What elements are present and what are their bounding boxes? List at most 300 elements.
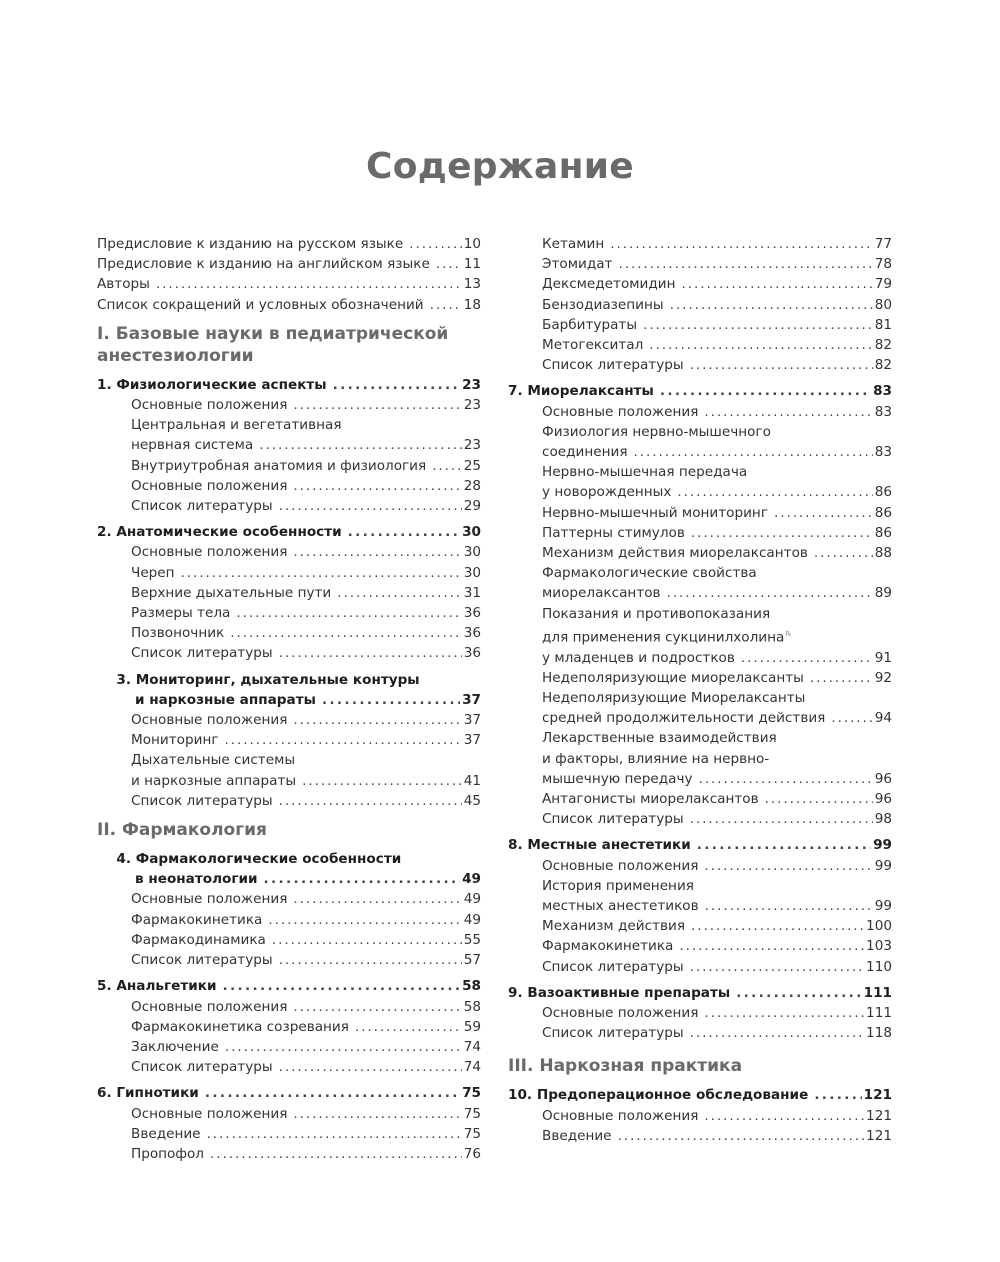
toc-entry[interactable] <box>508 708 892 728</box>
chapter-entry[interactable] <box>97 1083 481 1103</box>
page-number: 77 <box>874 236 892 252</box>
leader-dots <box>699 769 873 789</box>
entry-label: Список литературы <box>542 357 684 374</box>
page-number: 74 <box>463 1038 481 1055</box>
page-number: 82 <box>874 357 892 374</box>
page-number: 86 <box>874 524 892 541</box>
part-title-line: III. Наркозная практика <box>508 1056 743 1077</box>
page-number: 36 <box>463 605 481 622</box>
page-number: 76 <box>463 1145 481 1162</box>
page-number: 41 <box>463 772 481 789</box>
chapter-entry[interactable] <box>508 983 892 1003</box>
chapter-number: 3. <box>116 671 131 688</box>
entry-label: Верхние дыхательные пути <box>131 584 332 601</box>
entry-label-line: Дыхательные системы <box>131 752 296 769</box>
entry-label-line: Недеполяризующие Миорелаксанты <box>542 690 806 706</box>
leader-dots <box>409 234 461 254</box>
toc-entry[interactable] <box>508 543 892 563</box>
toc-entry[interactable] <box>508 809 892 829</box>
chapter-number: 2. <box>97 524 112 541</box>
leader-dots <box>293 1104 461 1124</box>
leader-dots <box>691 916 864 936</box>
toc-entry[interactable] <box>97 496 481 516</box>
leader-dots <box>432 456 462 476</box>
toc-entry[interactable] <box>97 234 481 254</box>
page-number: 86 <box>874 484 892 501</box>
leader-dots <box>667 583 873 603</box>
page-number: 110 <box>866 958 892 975</box>
page-number: 11 <box>463 256 481 273</box>
toc-entry[interactable] <box>97 1144 481 1164</box>
entry-label: Основные положения <box>131 891 288 908</box>
entry-label: Фармакокинетика <box>131 911 263 928</box>
registered-drug-mark-icon: ℞ <box>785 629 792 638</box>
chapter-title: Анальгетики <box>116 978 217 995</box>
toc-entry[interactable] <box>508 1106 892 1126</box>
entry-label: Основные положения <box>131 712 288 729</box>
page-number: 18 <box>463 296 481 313</box>
entry-label: Антагонисты миорелаксантов <box>542 791 759 808</box>
chapter-number: 9. <box>508 984 523 1001</box>
page-number: 36 <box>463 645 481 662</box>
entry-label: местных анестетиков <box>542 898 699 915</box>
leader-dots <box>210 1144 462 1164</box>
chapter-entry[interactable] <box>97 522 481 542</box>
toc-entry[interactable] <box>508 335 892 355</box>
page-number: 75 <box>463 1105 481 1122</box>
toc-column-left <box>97 234 481 1164</box>
page-number: 30 <box>462 524 481 541</box>
leader-dots <box>690 809 873 829</box>
page-number: 28 <box>463 477 481 494</box>
toc-entry[interactable] <box>97 771 481 791</box>
leader-dots <box>207 1124 462 1144</box>
entry-label: Позвоночник <box>131 625 225 642</box>
entry-label: Механизм действия <box>542 918 686 935</box>
entry-label: Кетамин <box>542 236 605 252</box>
toc-entry[interactable] <box>508 668 892 688</box>
page-number: 83 <box>873 383 892 400</box>
chapter-6-continued <box>508 234 892 375</box>
entry-label: Введение <box>542 1127 612 1144</box>
toc-entry[interactable] <box>508 355 892 375</box>
toc-entry[interactable] <box>508 769 892 789</box>
leader-dots <box>610 234 872 254</box>
chapter-number: 6. <box>97 1085 112 1102</box>
leader-dots <box>814 543 873 563</box>
chapter-title: Гипнотики <box>116 1085 199 1102</box>
entry-label: Дексмедетомидин <box>542 276 676 293</box>
toc-entry[interactable] <box>97 950 481 970</box>
page-number: 59 <box>463 1018 481 1035</box>
page-number: 81 <box>874 316 892 333</box>
leader-dots <box>618 254 872 274</box>
leader-dots <box>736 983 861 1003</box>
leader-dots <box>348 522 460 542</box>
page-number: 121 <box>866 1107 892 1124</box>
page-number: 111 <box>866 1005 892 1022</box>
leader-dots <box>259 435 461 455</box>
toc-entry[interactable] <box>97 643 481 663</box>
chapter-title: Анатомические особенности <box>116 524 342 541</box>
chapter-entry[interactable] <box>508 835 892 855</box>
toc-entry[interactable] <box>97 889 481 909</box>
entry-label: Череп <box>131 564 175 581</box>
leader-dots <box>337 583 461 603</box>
page-number: 37 <box>462 691 481 708</box>
page-number: 49 <box>463 891 481 908</box>
leader-dots <box>679 936 864 956</box>
part-title-line: II. Фармакология <box>97 820 267 841</box>
page-number: 83 <box>874 444 892 461</box>
leader-dots <box>279 643 462 663</box>
leader-dots <box>634 442 873 462</box>
toc-entry[interactable] <box>508 1003 892 1023</box>
entry-label-text: для применения сукцинилхолина <box>542 629 785 646</box>
leader-dots <box>279 496 462 516</box>
entry-label-line: История применения <box>542 877 694 894</box>
entry-label: Основные положения <box>542 1107 699 1124</box>
page-number: 30 <box>463 544 481 561</box>
page-number: 55 <box>463 931 481 948</box>
entry-label: соединения <box>542 444 628 461</box>
chapter-9 <box>508 983 892 1044</box>
chapter-1 <box>97 375 481 516</box>
page-number: 82 <box>874 337 892 354</box>
chapter-6 <box>97 1083 481 1164</box>
page-number: 37 <box>463 712 481 729</box>
page-number: 94 <box>874 710 892 727</box>
entry-label: Основные положения <box>131 397 288 414</box>
leader-dots <box>156 274 462 294</box>
entry-label-line: Лекарственные взаимодействия <box>542 730 777 747</box>
page-number: 103 <box>866 938 892 955</box>
leader-dots <box>690 1023 864 1043</box>
entry-label: у младенцев и подростков <box>542 649 735 666</box>
toc-entry[interactable] <box>97 274 481 294</box>
toc-entry[interactable] <box>97 542 481 562</box>
toc-entry[interactable] <box>97 1037 481 1057</box>
page-number: 25 <box>463 457 481 474</box>
entry-label: Бензодиазепины <box>542 296 664 313</box>
page-number: 91 <box>874 649 892 666</box>
toc-entry[interactable] <box>97 254 481 274</box>
chapter-number: 1. <box>97 376 112 393</box>
chapter-7 <box>508 381 892 829</box>
chapter-entry[interactable] <box>97 869 481 889</box>
entry-label: Паттерны стимулов <box>542 524 685 541</box>
entry-label: Список литературы <box>542 811 684 828</box>
chapter-8 <box>508 835 892 976</box>
chapter-number: 7. <box>508 383 523 400</box>
entry-label: Список литературы <box>542 1025 684 1042</box>
entry-label: Список литературы <box>131 792 273 809</box>
leader-dots <box>279 791 462 811</box>
page-title: Содержание <box>365 146 635 188</box>
toc-entry[interactable] <box>97 583 481 603</box>
entry-label: Список литературы <box>131 1059 273 1076</box>
entry-label-line <box>508 624 892 648</box>
entry-label: Размеры тела <box>131 605 231 622</box>
entry-label: Метогекситал <box>542 337 644 354</box>
toc-entry[interactable] <box>508 442 892 462</box>
page-number: 23 <box>463 437 481 454</box>
page-number: 121 <box>866 1127 892 1144</box>
leader-dots <box>814 1085 861 1105</box>
leader-dots <box>677 482 872 502</box>
leader-dots <box>704 1106 864 1126</box>
entry-label-line: и факторы, влияние на нервно- <box>542 750 770 767</box>
entry-label: Список сокращений и условных обозначений <box>97 296 424 313</box>
leader-dots <box>293 476 461 496</box>
chapter-number: 5. <box>97 978 112 995</box>
page-number: 118 <box>866 1025 892 1042</box>
page-number: 29 <box>463 498 481 515</box>
entry-label: Введение <box>131 1125 201 1142</box>
leader-dots <box>765 789 873 809</box>
chapter-number: 8. <box>508 837 523 854</box>
leader-dots <box>222 976 460 996</box>
chapter-entry[interactable] <box>97 976 481 996</box>
leader-dots <box>670 295 873 315</box>
entry-label: Список литературы <box>542 958 684 975</box>
entry-label: Авторы <box>97 276 150 293</box>
leader-dots <box>181 563 462 583</box>
page-number: 45 <box>463 792 481 809</box>
front-matter <box>97 234 481 315</box>
chapter-4 <box>97 849 481 970</box>
toc-entry[interactable] <box>97 910 481 930</box>
entry-label-line: Фармакологические свойства <box>542 565 757 582</box>
leader-dots <box>293 542 461 562</box>
leader-dots <box>225 1037 462 1057</box>
toc-entry[interactable] <box>508 315 892 335</box>
leader-dots <box>230 623 461 643</box>
page-number: 121 <box>863 1087 892 1104</box>
entry-label: нервная система <box>131 437 254 454</box>
leader-dots <box>704 402 872 422</box>
leader-dots <box>741 648 873 668</box>
entry-label: Предисловие к изданию на английском языке <box>97 256 430 273</box>
leader-dots <box>774 503 873 523</box>
page-number: 100 <box>866 918 892 935</box>
toc-entry[interactable] <box>508 1023 892 1043</box>
leader-dots <box>691 523 873 543</box>
entry-label: и наркозные аппараты <box>131 772 297 789</box>
page-number: 80 <box>874 296 892 313</box>
leader-dots <box>430 295 462 315</box>
toc-entry[interactable] <box>508 1126 892 1146</box>
entry-label: мышечную передачу <box>542 770 693 787</box>
entry-label: Основные положения <box>131 998 288 1015</box>
leader-dots <box>705 896 873 916</box>
toc-entry[interactable] <box>97 997 481 1017</box>
leader-dots <box>660 381 871 401</box>
entry-label: Основные положения <box>131 544 288 561</box>
chapter-title-line <box>97 670 481 690</box>
entry-label: Внутриутробная анатомия и физиология <box>131 457 427 474</box>
part-heading-3 <box>508 1055 892 1077</box>
toc-entry[interactable] <box>97 1057 481 1077</box>
page-number: 86 <box>874 504 892 521</box>
entry-label: Основные положения <box>542 403 699 420</box>
leader-dots <box>279 1057 462 1077</box>
page-number: 96 <box>874 770 892 787</box>
part-heading-1 <box>97 323 481 367</box>
toc-entry[interactable] <box>97 623 481 643</box>
page-number: 111 <box>863 984 892 1001</box>
chapter-5 <box>97 976 481 1077</box>
leader-dots <box>293 997 461 1017</box>
page-number: 92 <box>874 669 892 686</box>
toc-entry[interactable] <box>97 930 481 950</box>
chapter-title: и наркозные аппараты <box>135 691 316 708</box>
entry-label: Этомидат <box>542 256 613 273</box>
toc-entry[interactable] <box>508 916 892 936</box>
toc-entry[interactable] <box>97 1104 481 1124</box>
toc-entry[interactable] <box>97 603 481 623</box>
toc-entry[interactable] <box>508 856 892 876</box>
toc-entry[interactable] <box>508 936 892 956</box>
leader-dots <box>205 1083 460 1103</box>
toc-entry[interactable] <box>508 789 892 809</box>
chapter-title: в неонатологии <box>135 871 258 888</box>
page-number: 99 <box>874 898 892 915</box>
toc-entry[interactable] <box>508 274 892 294</box>
page-number: 98 <box>874 811 892 828</box>
toc-entry[interactable] <box>508 896 892 916</box>
leader-dots <box>649 335 872 355</box>
part-title-line: анестезиологии <box>97 345 254 366</box>
leader-dots <box>831 708 872 728</box>
leader-dots <box>302 771 462 791</box>
leader-dots <box>264 869 461 889</box>
entry-label: Фармакодинамика <box>131 931 266 948</box>
entry-label: Недеполяризующие миорелаксанты <box>542 669 804 686</box>
leader-dots <box>333 375 460 395</box>
page-number: 57 <box>463 952 481 969</box>
chapter-10 <box>508 1085 892 1146</box>
leader-dots <box>690 355 873 375</box>
page-number: 58 <box>463 998 481 1015</box>
leader-dots <box>355 1017 462 1037</box>
page-number: 75 <box>463 1125 481 1142</box>
toc-entry[interactable] <box>97 456 481 476</box>
entry-label: миорелаксантов <box>542 585 661 602</box>
entry-label: Фармакокинетика созревания <box>131 1018 349 1035</box>
page-number: 37 <box>463 732 481 749</box>
chapter-entry[interactable] <box>508 381 892 401</box>
toc-entry[interactable] <box>508 523 892 543</box>
toc-entry[interactable] <box>508 583 892 603</box>
page-number: 49 <box>462 871 481 888</box>
toc-entry[interactable] <box>97 563 481 583</box>
toc-entry[interactable] <box>508 295 892 315</box>
toc-entry[interactable] <box>97 730 481 750</box>
chapter-number: 4. <box>116 851 131 868</box>
leader-dots <box>643 315 873 335</box>
toc-entry[interactable] <box>508 503 892 523</box>
leader-dots <box>225 730 462 750</box>
chapter-title: Мониторинг, дыхательные контуры <box>135 671 420 688</box>
toc-entry[interactable] <box>97 435 481 455</box>
toc-entry[interactable] <box>508 234 892 254</box>
chapter-2 <box>97 522 481 663</box>
entry-label-line: Центральная и вегетативная <box>131 417 342 434</box>
toc-entry[interactable] <box>97 395 481 415</box>
entry-label: Фармакокинетика <box>542 938 674 955</box>
leader-dots <box>704 856 872 876</box>
toc-entry[interactable] <box>97 1017 481 1037</box>
chapter-title: Вазоактивные препараты <box>527 984 731 1001</box>
chapter-entry[interactable] <box>97 375 481 395</box>
toc-entry[interactable] <box>508 254 892 274</box>
chapter-title: Фармакологические особенности <box>135 851 402 868</box>
entry-label: средней продолжительности действия <box>542 710 826 727</box>
page-number: 58 <box>462 978 481 995</box>
chapter-title-line <box>97 849 481 869</box>
toc-entry[interactable] <box>508 648 892 668</box>
page-number: 13 <box>463 276 481 293</box>
leader-dots <box>322 690 460 710</box>
entry-label: Предисловие к изданию на русском языке <box>97 236 404 252</box>
part-heading-2 <box>97 819 481 841</box>
leader-dots <box>704 1003 864 1023</box>
chapter-entry[interactable] <box>508 1085 892 1105</box>
leader-dots <box>293 889 461 909</box>
entry-label: Основные положения <box>131 477 288 494</box>
toc-column-right <box>508 234 892 1146</box>
chapter-entry[interactable] <box>97 690 481 710</box>
toc-entry[interactable] <box>97 791 481 811</box>
leader-dots <box>697 835 871 855</box>
leader-dots <box>236 603 461 623</box>
toc-entry[interactable] <box>508 402 892 422</box>
page-number: 30 <box>463 564 481 581</box>
entry-label-line: Нервно-мышечная передача <box>542 464 748 481</box>
leader-dots <box>810 668 873 688</box>
leader-dots <box>690 957 864 977</box>
toc-entry[interactable] <box>508 957 892 977</box>
leader-dots <box>272 930 462 950</box>
page-number: 79 <box>874 276 892 293</box>
page-number: 99 <box>873 837 892 854</box>
chapter-title: Миорелаксанты <box>527 383 654 400</box>
toc-entry[interactable] <box>97 710 481 730</box>
leader-dots <box>268 910 461 930</box>
leader-dots <box>293 395 461 415</box>
toc-entry[interactable] <box>97 295 481 315</box>
entry-label: Нервно-мышечный мониторинг <box>542 504 768 521</box>
toc-entry[interactable] <box>97 1124 481 1144</box>
page-number: 10 <box>463 236 481 252</box>
entry-label: Основные положения <box>131 1105 288 1122</box>
entry-label: Пропофол <box>131 1145 205 1162</box>
entry-label: Основные положения <box>542 857 699 874</box>
entry-label: у новорожденных <box>542 484 672 501</box>
entry-label: Механизм действия миорелаксантов <box>542 545 808 562</box>
toc-entry[interactable] <box>508 482 892 502</box>
page-number: 75 <box>462 1085 481 1102</box>
page-number: 96 <box>874 791 892 808</box>
entry-label: Заключение <box>131 1038 219 1055</box>
leader-dots <box>293 710 461 730</box>
entry-label: Барбитураты <box>542 316 638 333</box>
page-number: 36 <box>463 625 481 642</box>
page-number: 23 <box>462 376 481 393</box>
toc-entry[interactable] <box>97 476 481 496</box>
page-number: 49 <box>463 911 481 928</box>
